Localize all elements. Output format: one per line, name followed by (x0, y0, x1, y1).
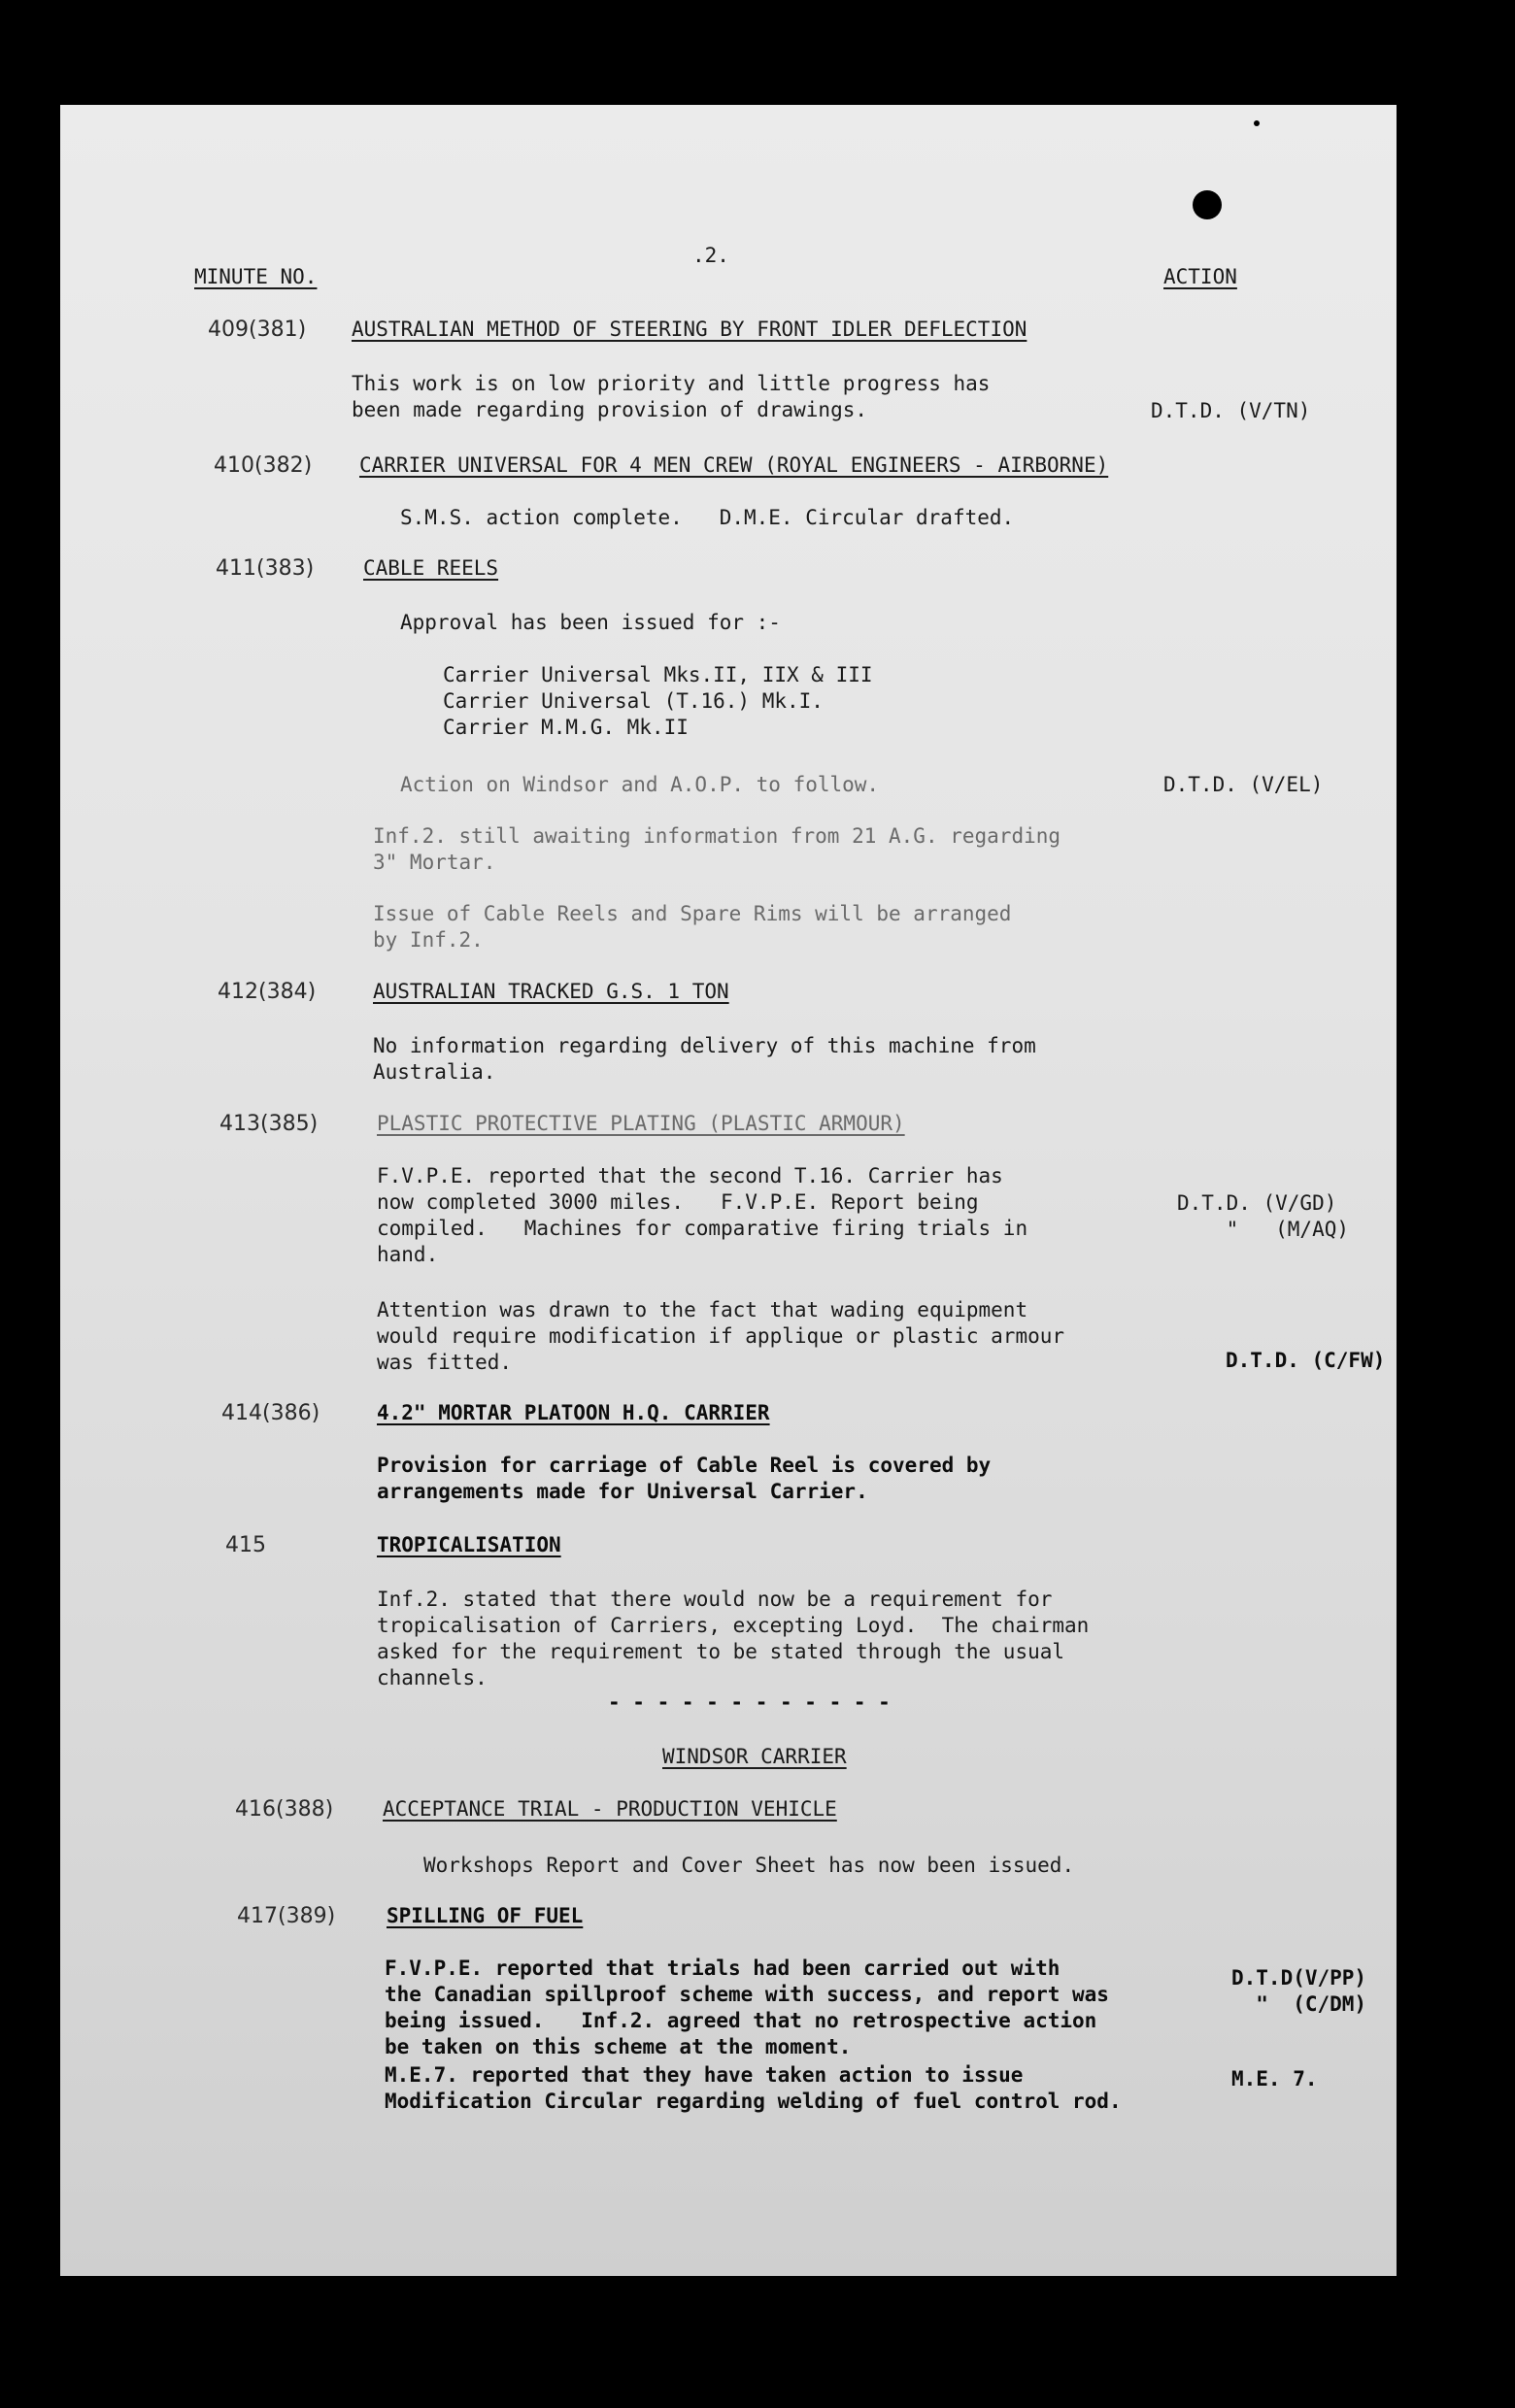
minute-paragraph: Attention was drawn to the fact that wading equipment would require modification if applique or plastic armour was fitted. (377, 1298, 1065, 1374)
minute-number: 413(385) (219, 1112, 319, 1136)
minute-paragraph: Action on Windsor and A.O.P. to follow. (400, 773, 880, 796)
ink-speck (1254, 120, 1260, 126)
minute-no-column-header: MINUTE NO. (194, 265, 318, 288)
minute-paragraph: No information regarding delivery of this machine from Australia. (373, 1034, 1036, 1084)
minute-paragraph: This work is on low priority and little progress has been made regarding provision of drawings. (352, 372, 991, 421)
minute-paragraph: Inf.2. still awaiting information from 21 A.G. regarding 3" Mortar. (373, 824, 1061, 874)
minute-paragraph: S.M.S. action complete. D.M.E. Circular drafted. (400, 506, 1015, 529)
minute-number: 411(383) (216, 556, 315, 581)
action-reference: D.T.D(V/PP) " (C/DM) (1231, 1966, 1367, 2016)
minute-number: 416(388) (235, 1797, 334, 1822)
minute-paragraph: Issue of Cable Reels and Spare Rims will be arranged by Inf.2. (373, 902, 1012, 952)
minute-heading: 4.2" MORTAR PLATOON H.Q. CARRIER (377, 1401, 770, 1424)
minute-paragraph: Provision for carriage of Cable Reel is covered by arrangements made for Universal Carrier. (377, 1454, 992, 1503)
minute-heading: ACCEPTANCE TRIAL - PRODUCTION VEHICLE (383, 1797, 837, 1821)
minute-number: 414(386) (221, 1401, 320, 1425)
page-number: .2. (692, 244, 729, 267)
minute-paragraph: M.E.7. reported that they have taken action to issue Modification Circular regarding welding of fuel control rod. (385, 2063, 1122, 2113)
minute-heading: CARRIER UNIVERSAL FOR 4 MEN CREW (ROYAL ENGINEERS - AIRBORNE) (359, 453, 1109, 477)
minute-number: 415 (225, 1533, 266, 1557)
minute-paragraph: Approval has been issued for :- (400, 611, 781, 634)
minute-paragraph: F.V.P.E. reported that the second T.16. Carrier has now completed 3000 miles. F.V.P.E. Report being compiled. Machines for comparative firing trials in hand. (377, 1164, 1028, 1266)
action-column-header: ACTION (1163, 265, 1237, 288)
minute-heading: TROPICALISATION (377, 1533, 561, 1556)
minute-number: 412(384) (218, 980, 317, 1004)
action-reference: D.T.D. (C/FW) (1226, 1349, 1386, 1372)
section-separator: - - - - - - - - - - - - (608, 1690, 891, 1714)
section-heading: WINDSOR CARRIER (662, 1745, 847, 1768)
minute-paragraph: Workshops Report and Cover Sheet has now been issued. (423, 1854, 1075, 1877)
action-reference: M.E. 7. (1231, 2067, 1318, 2090)
minute-heading: CABLE REELS (363, 556, 499, 580)
minute-number: 410(382) (214, 453, 313, 478)
minute-number: 417(389) (237, 1904, 336, 1928)
action-reference: D.T.D. (V/TN) (1151, 399, 1311, 422)
minute-number: 409(381) (208, 318, 307, 342)
minute-heading: AUSTRALIAN METHOD OF STEERING BY FRONT IDLER DEFLECTION (352, 318, 1027, 341)
minute-heading: SPILLING OF FUEL (387, 1904, 584, 1927)
action-reference: D.T.D. (V/EL) (1163, 773, 1324, 796)
minute-heading: PLASTIC PROTECTIVE PLATING (PLASTIC ARMOUR) (377, 1112, 905, 1135)
ink-blot (1193, 190, 1222, 219)
minute-paragraph: F.V.P.E. reported that trials had been carried out with the Canadian spillproof scheme with success, and report was being issued. Inf.2. agreed that no retrospective action be taken on this scheme at the moment. (385, 1956, 1109, 2058)
minute-paragraph: Inf.2. stated that there would now be a requirement for tropicalisation of Carriers, excepting Loyd. The chairman asked for the requirement to be stated through the usual channels. (377, 1588, 1090, 1689)
minute-paragraph: Carrier Universal Mks.II, IIX & III Carrier Universal (T.16.) Mk.I. Carrier M.M.G. Mk.II (443, 663, 873, 739)
minute-heading: AUSTRALIAN TRACKED G.S. 1 TON (373, 980, 729, 1003)
action-reference: D.T.D. (V/GD) " (M/AQ) (1177, 1191, 1350, 1241)
